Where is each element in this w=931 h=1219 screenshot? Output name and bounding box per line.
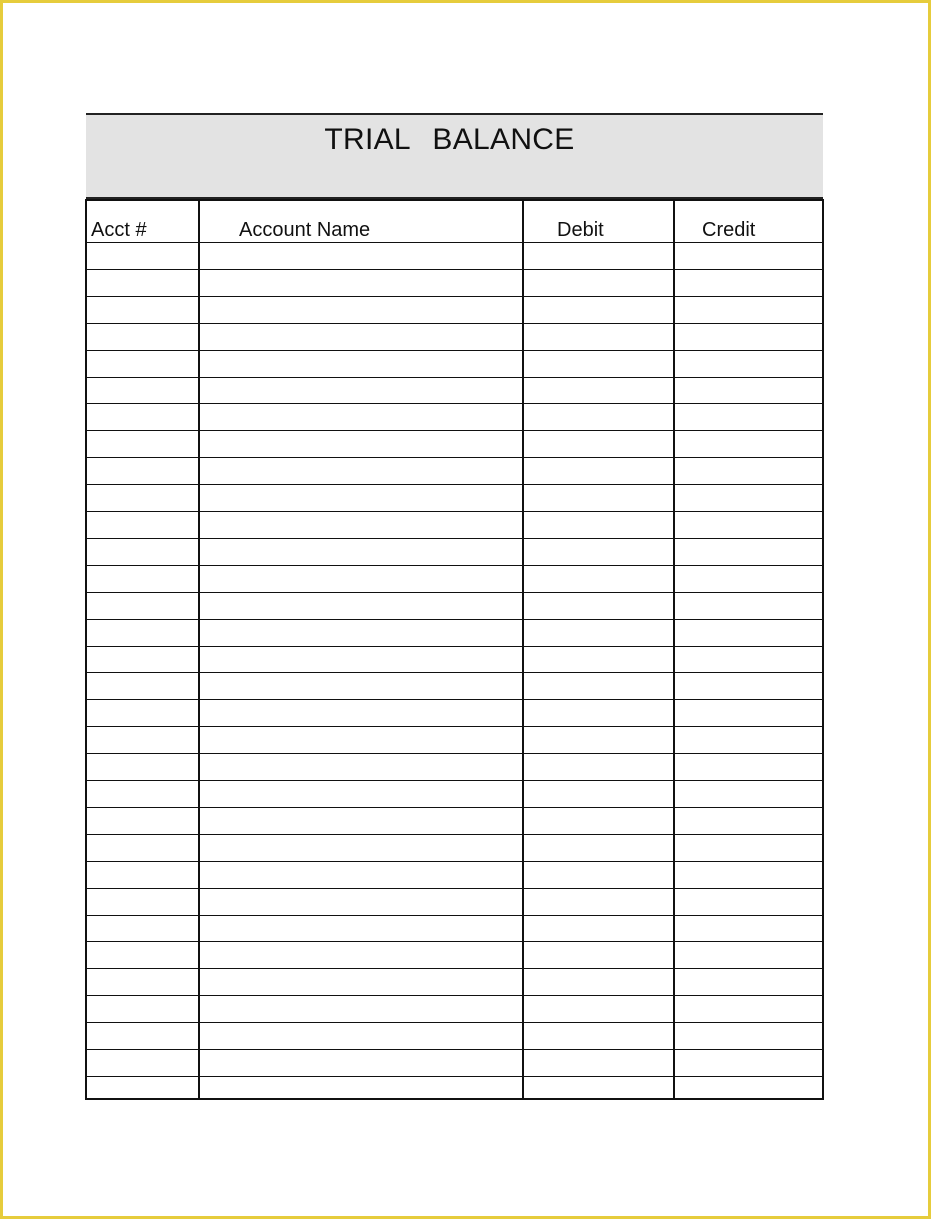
table-row [87,296,822,297]
table-row [87,323,822,324]
table-row [87,592,822,593]
table-row [87,1022,822,1023]
table-row [87,807,822,808]
column-divider [522,201,524,1098]
table-row [87,242,822,243]
table-row [87,1049,822,1050]
table-row [87,1076,822,1077]
table-row [87,430,822,431]
table-row [87,861,822,862]
table-row [87,834,822,835]
table-row [87,888,822,889]
column-header-account-name: Account Name [239,219,371,241]
table-row [87,726,822,727]
column-header-acct-number: Acct # [91,219,147,241]
column-header-debit: Debit [557,219,604,241]
table-row [87,941,822,942]
table-row [87,968,822,969]
column-divider [673,201,675,1098]
title-band [86,113,823,199]
table-row [87,484,822,485]
column-header-credit: Credit [702,219,756,241]
table-row [87,699,822,700]
table-row [87,995,822,996]
table-row [87,403,822,404]
table-row [87,565,822,566]
table-row [87,672,822,673]
table-row [87,269,822,270]
table-row [87,538,822,539]
table-row [87,753,822,754]
document-title: TRIAL BALANCE [324,123,575,156]
table-row [87,377,822,378]
trial-balance-table [85,199,824,1100]
table-row [87,780,822,781]
table-row [87,457,822,458]
column-divider [198,201,200,1098]
table-row [87,646,822,647]
table-row [87,350,822,351]
table-row [87,511,822,512]
table-row [87,619,822,620]
table-row [87,915,822,916]
